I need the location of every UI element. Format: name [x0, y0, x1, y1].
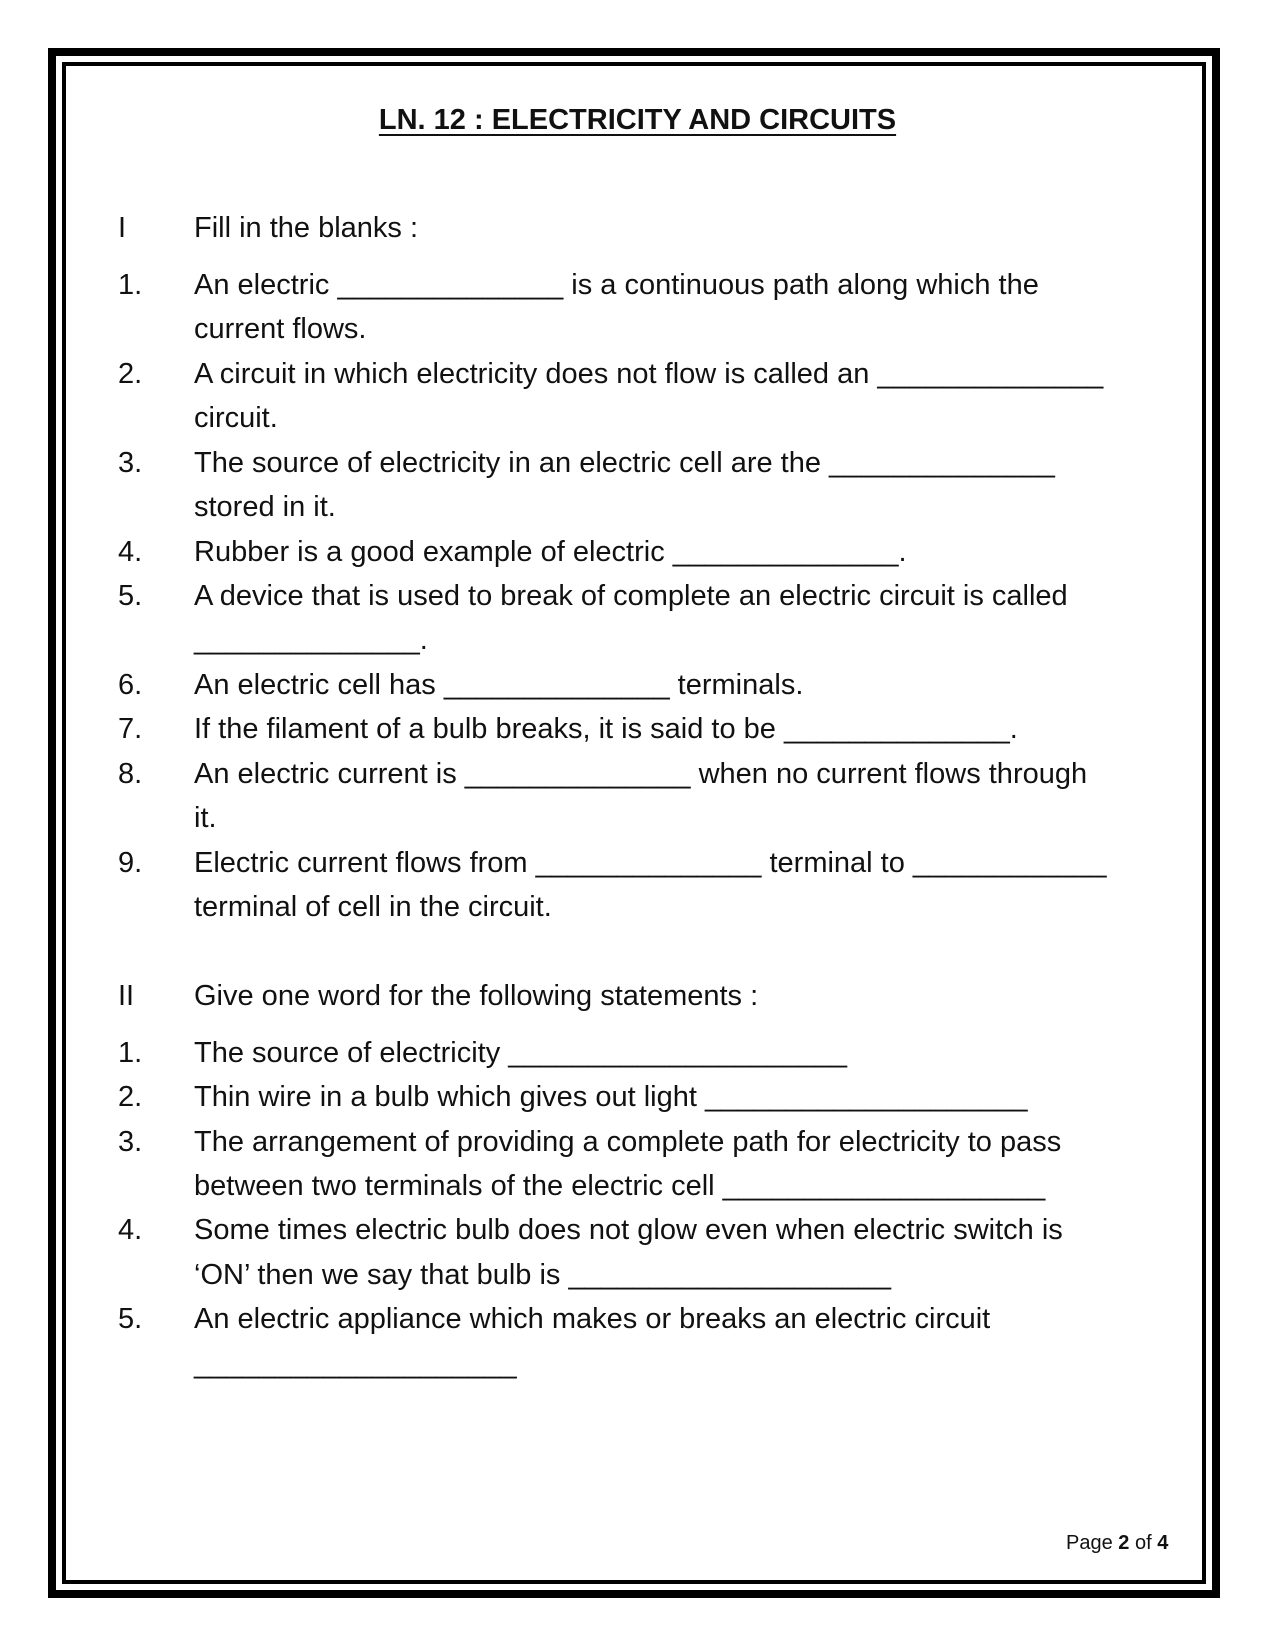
s2-q3-line-2: between two terminals of the electric cell ____________________: [194, 1170, 1046, 1202]
s1-q5-line-1: A device that is used to break of complete an electric circuit is called: [194, 580, 1068, 612]
s1-q4-number: 4.: [118, 536, 143, 568]
page-label: Page: [1066, 1532, 1119, 1554]
section-2-heading: Give one word for the following statements :: [194, 980, 759, 1012]
s1-q1-number: 1.: [118, 269, 143, 301]
s1-q7-number: 7.: [118, 713, 143, 745]
s2-q3-number: 3.: [118, 1126, 143, 1158]
page-title: [0, 104, 1275, 137]
s1-q1-line-1: An electric ______________ is a continuous path along which the: [194, 269, 1039, 301]
section-1-heading: Fill in the blanks :: [194, 212, 419, 244]
s1-q6-number: 6.: [118, 669, 143, 701]
s1-q5-number: 5.: [118, 580, 143, 612]
total-pages: 4: [1157, 1532, 1169, 1554]
s1-q5-line-2: ______________.: [194, 624, 428, 656]
s1-q9-number: 9.: [118, 847, 143, 879]
s2-q1-line-1: The source of electricity _____________________: [194, 1037, 847, 1069]
section-1-numeral: I: [118, 212, 127, 244]
s1-q8-line-1: An electric current is ______________ when no current flows through: [194, 758, 1088, 790]
s1-q4-line-1: Rubber is a good example of electric ______________.: [194, 536, 907, 568]
s2-q5-line-2: ____________________: [194, 1348, 517, 1380]
s1-q3-number: 3.: [118, 447, 143, 479]
s1-q2-line-1: A circuit in which electricity does not flow is called an ______________: [194, 358, 1104, 390]
s1-q8-number: 8.: [118, 758, 143, 790]
s1-q2-line-2: circuit.: [194, 402, 278, 434]
s1-q7-line-1: If the filament of a bulb breaks, it is said to be ______________.: [194, 713, 1018, 745]
page-number: [1066, 1532, 1168, 1555]
s2-q2-line-1: Thin wire in a bulb which gives out light ____________________: [194, 1081, 1028, 1113]
current-page: 2: [1118, 1532, 1130, 1554]
section-2-numeral: II: [118, 980, 135, 1012]
s1-q9-line-2: terminal of cell in the circuit.: [194, 891, 552, 923]
s2-q2-number: 2.: [118, 1081, 143, 1113]
s2-q5-line-1: An electric appliance which makes or breaks an electric circuit: [194, 1303, 991, 1335]
s1-q1-line-2: current flows.: [194, 313, 367, 345]
s1-q3-line-2: stored in it.: [194, 491, 336, 523]
s1-q2-number: 2.: [118, 358, 143, 390]
s2-q4-number: 4.: [118, 1214, 143, 1246]
title-text: LN. 12 : ELECTRICITY AND CIRCUITS: [378, 104, 897, 136]
s2-q3-line-1: The arrangement of providing a complete path for electricity to pass: [194, 1126, 1062, 1158]
s1-q9-line-1: Electric current flows from ______________ terminal to ____________: [194, 847, 1107, 879]
s2-q4-line-1: Some times electric bulb does not glow even when electric switch is: [194, 1214, 1063, 1246]
s2-q1-number: 1.: [118, 1037, 143, 1069]
s1-q3-line-1: The source of electricity in an electric cell are the ______________: [194, 447, 1055, 479]
s2-q5-number: 5.: [118, 1303, 143, 1335]
s1-q8-line-2: it.: [194, 802, 217, 834]
page-of-label: of: [1129, 1532, 1158, 1554]
s1-q6-line-1: An electric cell has ______________ terminals.: [194, 669, 804, 701]
s2-q4-line-2: ‘ON’ then we say that bulb is ____________________: [194, 1259, 892, 1291]
